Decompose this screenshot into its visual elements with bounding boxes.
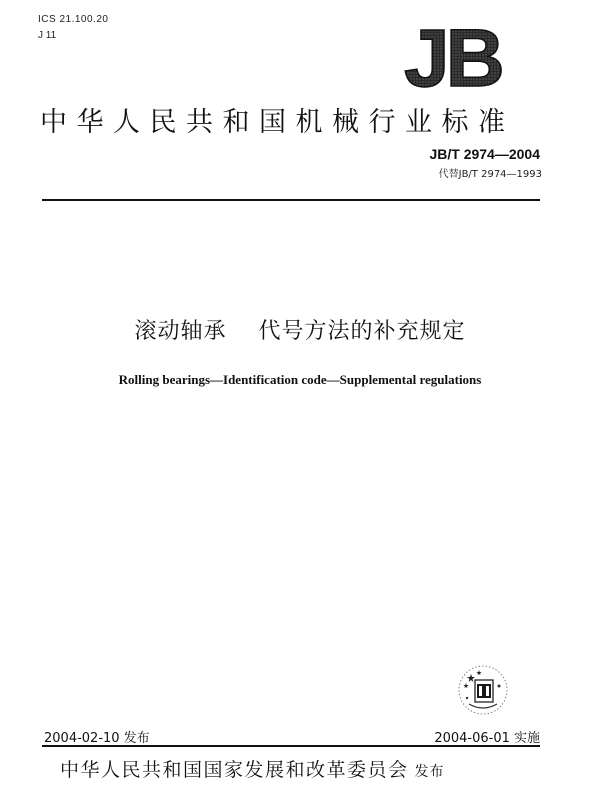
classification-code: J 11 [38,30,57,41]
svg-text:JB: JB [404,18,501,94]
publisher-suffix: 发布 [414,764,445,780]
publisher-line [60,755,445,782]
ics-code: ICS 21.100.20 [38,14,109,25]
publisher-name: 中华人民共和国国家发展和改革委员会 [60,759,409,781]
replaces-standard: 代替JB/T 2974—1993 [438,169,542,180]
jb-logo [398,18,538,94]
issue-date: 2004-02-10 发布 [44,731,150,746]
bottom-divider [42,745,540,747]
effective-date: 2004-06-01 实施 [434,731,540,746]
publisher-seal-icon [455,660,511,720]
standard-category-title: 中华人民共和国机械行业标准 [40,107,515,138]
top-divider [42,199,540,201]
document-title-en: Rolling bearings—Identification code—Supplemental regulations [118,372,482,387]
standard-number: JB/T 2974—2004 [429,146,540,162]
document-title-cn: 滚动轴承 代号方法的补充规定 [134,319,466,344]
